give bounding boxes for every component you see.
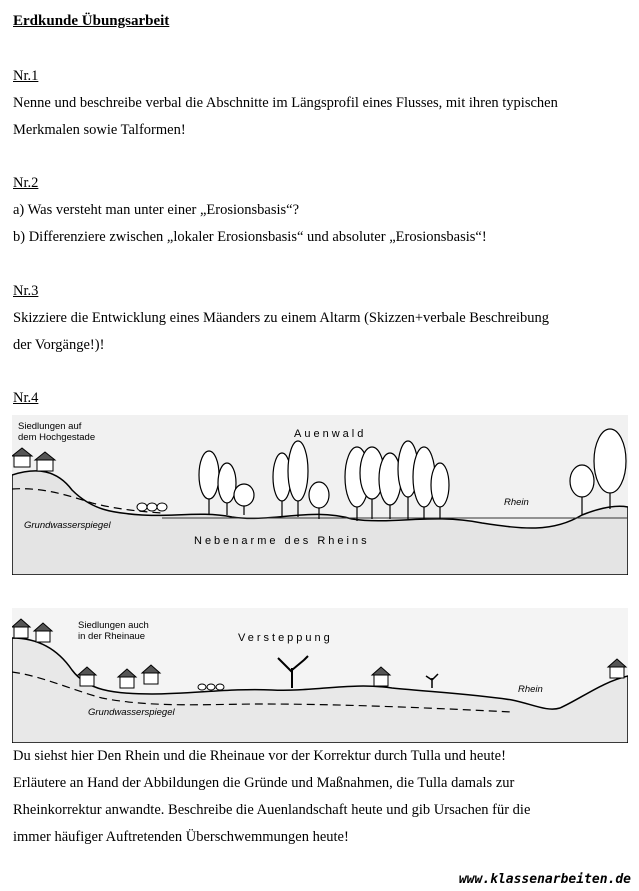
settlements-label-line-2: dem Hochgestade: [18, 432, 96, 443]
task-2-line-1: a) Was versteht man unter einer „Erosionsbasis“?: [13, 202, 300, 218]
task-1-line-2: Merkmalen sowie Talformen!: [13, 122, 186, 138]
groundwater-label: Grundwasserspiegel: [24, 520, 111, 531]
settlements-today-label-line-2: in der Rheinaue: [78, 631, 146, 642]
river-label: Rhein: [504, 497, 529, 508]
stones-icon: [198, 684, 224, 690]
forest-label: Auenwald: [294, 428, 367, 440]
settlements-label-line-1: Siedlungen auf: [18, 421, 82, 432]
task-4-line-3: Rheinkorrektur anwandte. Beschreibe die Auenlandschaft heute und gib Ursachen für die: [13, 802, 531, 818]
task-2-label: Nr.2: [13, 175, 39, 191]
stones-icon: [137, 503, 167, 511]
watermark-link[interactable]: www.klassenarbeiten.de: [458, 872, 631, 887]
groundwater-today-label: Grundwasserspiegel: [88, 707, 175, 718]
task-2-line-2: b) Differenziere zwischen „lokaler Erosionsbasis“ und absoluter „Erosionsbasis“!: [13, 229, 487, 245]
side-arms-label: Nebenarme des Rheins: [194, 535, 370, 547]
task-1-label: Nr.1: [13, 68, 39, 84]
steppe-label: Versteppung: [238, 632, 333, 644]
task-4-label: Nr.4: [13, 390, 39, 406]
figure-rhine-before: [12, 415, 628, 575]
task-3-label: Nr.3: [13, 283, 39, 299]
task-3-line-2: der Vorgänge!)!: [13, 337, 105, 353]
task-1-line-1: Nenne und beschreibe verbal die Abschnitte im Längsprofil eines Flusses, mit ihren typischen: [13, 95, 558, 111]
task-4-line-1: Du siehst hier Den Rhein und die Rheinaue vor der Korrektur durch Tulla und heute!: [13, 748, 506, 764]
task-4-line-4: immer häufiger Auftretenden Überschwemmungen heute!: [13, 829, 349, 845]
river-today-label: Rhein: [518, 684, 543, 695]
settlements-today-label-line-1: Siedlungen auch: [78, 620, 149, 631]
task-4-line-2: Erläutere an Hand der Abbildungen die Gründe und Maßnahmen, die Tulla damals zur: [13, 775, 515, 791]
task-3-line-1: Skizziere die Entwicklung eines Mäanders zu einem Altarm (Skizzen+verbale Beschreibung: [13, 310, 550, 326]
figure-rhine-today: [12, 608, 628, 743]
document-title: Erdkunde Übungsarbeit: [13, 13, 170, 29]
